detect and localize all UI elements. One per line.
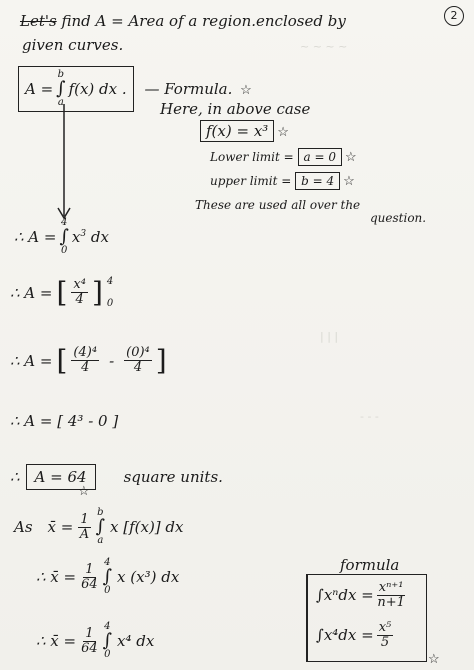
- xbar-definition: As x̄ = $\frac{1}{A}$ b ∫ a x [f(x)] dx: [14, 507, 184, 546]
- formula-label: — Formula.: [144, 80, 233, 98]
- step-1: ∴ A = 4 ∫ 0 $x^3$ dx: [14, 217, 109, 256]
- xbar-step-3: ∴ x̄ = $\frac{1}{64}$ 4 ∫ 0 x⁴ dx: [36, 621, 155, 660]
- integral-symbol: b ∫ a: [56, 69, 66, 108]
- intro-line-2: given curves.: [22, 36, 124, 54]
- bleed-through-text: - - -: [360, 410, 379, 423]
- fx-definition: f(x) = x³ ☆: [200, 122, 289, 140]
- note-line-2: question.: [370, 211, 427, 225]
- page-number: 2: [444, 6, 464, 26]
- note-line-1: These are used all over the: [195, 198, 361, 212]
- upper-limit-box: b = 4: [295, 172, 340, 190]
- lower-limit-box: a = 0: [298, 148, 342, 166]
- step-2: ∴ A = [ $\frac{\text{x⁴}}{4}$ ] 4 0: [10, 275, 114, 309]
- integral-symbol: 4 ∫ 0: [59, 217, 69, 256]
- side-formula-box: [306, 574, 427, 662]
- power-rule-applied: ∫x⁴dx = $\frac{\text{x⁵}}{5}$: [316, 620, 392, 650]
- step-4: ∴ A = [ 4³ - 0 ]: [10, 412, 119, 430]
- upper-limit-line: upper limit = b = 4 ☆: [210, 174, 355, 189]
- area-formula-box: A = b ∫ a f(x) dx .: [18, 66, 134, 112]
- power-rule: ∫xⁿdx = $\frac{\text{xⁿ⁺¹}}{n+1}$: [316, 580, 405, 610]
- intro-lets: Let's: [20, 12, 57, 30]
- down-arrow-icon: [56, 104, 72, 222]
- star-mark: ☆: [428, 652, 440, 667]
- step-3: ∴ A = [ $\frac{\text{(4)⁴}}{4}$ - $\frac{\text{(0)⁴}}{4}$ ]: [10, 344, 167, 377]
- area-result-box: A = 64: [26, 464, 96, 490]
- step-5: ∴ A = 64 square units.: [10, 464, 223, 490]
- xbar-step-2: ∴ x̄ = $\frac{1}{64}$ 4 ∫ 0 x (x³) dx: [36, 557, 180, 596]
- side-formula-title: formula: [340, 556, 400, 574]
- intro-line-1: [20, 12, 346, 30]
- star-mark: ☆: [240, 83, 252, 98]
- bleed-through-text: | | |: [320, 330, 339, 343]
- star-mark: ☆: [78, 484, 90, 499]
- bleed-through-text: ~ ~ ~ ~: [300, 40, 348, 53]
- units-label: square units.: [123, 468, 223, 486]
- lower-limit-line: Lower limit = a = 0 ☆: [210, 150, 357, 165]
- here-line: Here, in above case: [160, 100, 311, 118]
- intro-text: find A = Area of a region.enclosed by: [61, 12, 346, 30]
